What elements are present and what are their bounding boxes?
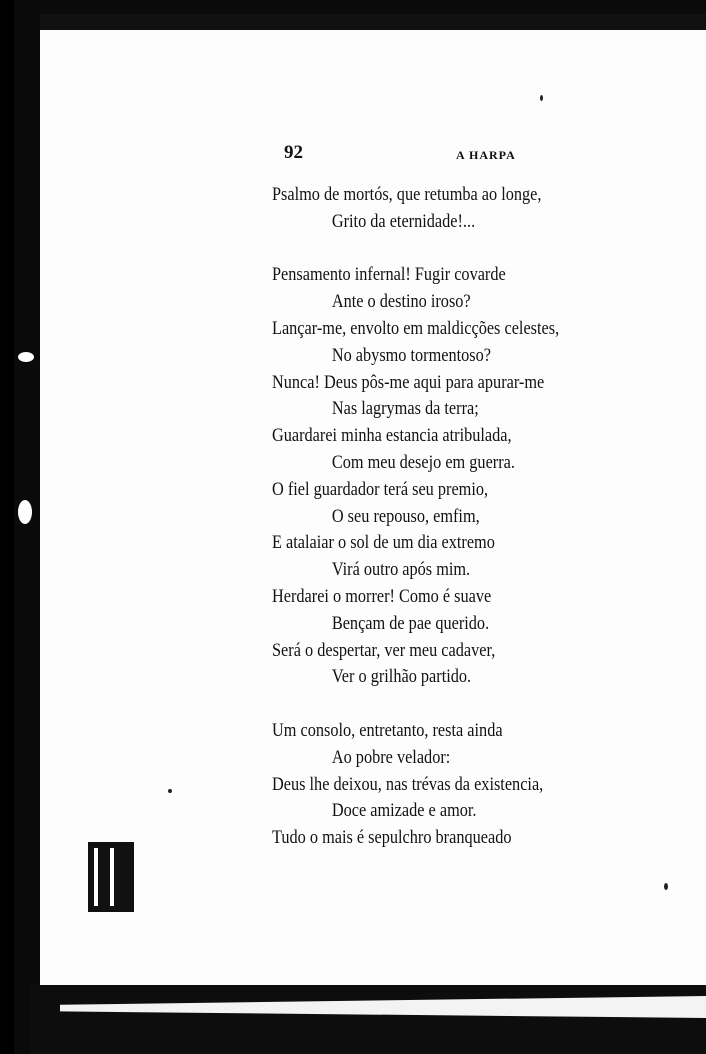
poem-line: Herdarei o morrer! Como é suave — [272, 586, 492, 607]
poem-line: Grito da eternidade!... — [331, 211, 476, 232]
poem-line: Guardarei minha estancia atribulada, — [272, 426, 512, 447]
poem-line: Tudo o mais é sepulchro branqueado — [272, 828, 512, 849]
poem-line: O fiel guardador terá seu premio, — [272, 479, 489, 500]
poem-line: Virá outro após mim. — [331, 560, 471, 581]
poem-line: Deus lhe deixou, nas trévas da existencia, — [272, 774, 544, 795]
poem-line: O seu repouso, emfim, — [331, 506, 480, 527]
ink-speck — [540, 95, 543, 101]
scan-left-border — [0, 0, 14, 1054]
poem-line: Psalmo de mortós, que retumba ao longe, — [272, 185, 542, 205]
poem-line: Lançar-me, envolto em maldicções celestes, — [272, 318, 560, 339]
poem-line: E atalaiar o sol de um dia extremo — [272, 533, 495, 554]
page-header — [284, 142, 644, 170]
poem-line: Ver o grilhão partido. — [331, 667, 472, 688]
poem-line: Será o despertar, ver meu cadaver, — [272, 640, 496, 661]
poem-text — [272, 182, 642, 852]
poem-line: Um consolo, entretanto, resta ainda — [272, 720, 503, 741]
ink-speck — [168, 789, 172, 793]
poem-line: Bençam de pae querido. — [331, 613, 490, 634]
poem-line: Doce amizade e amor. — [331, 801, 477, 822]
bleed-through-ornament — [88, 842, 134, 912]
ink-speck — [664, 883, 668, 890]
ink-speck — [18, 352, 34, 362]
poem-line: Com meu desejo em guerra. — [331, 452, 515, 473]
page-number: 92 — [284, 142, 303, 163]
ink-speck — [18, 500, 32, 524]
poem-line: Ante o destino iroso? — [331, 292, 471, 313]
poem-line: Pensamento infernal! Fugir covarde — [272, 265, 506, 286]
poem-line: Nas lagrymas da terra; — [331, 399, 479, 420]
stanza-break — [272, 691, 642, 718]
stanza-break — [272, 236, 642, 263]
poem-line: No abysmo tormentoso? — [331, 345, 492, 366]
poem-line: Nunca! Deus pôs-me aqui para apurar-me — [272, 372, 545, 393]
scan-bottom-border — [30, 985, 706, 1054]
running-title: A HARPA — [456, 148, 516, 162]
poem-line: Ao pobre velador: — [331, 747, 451, 768]
